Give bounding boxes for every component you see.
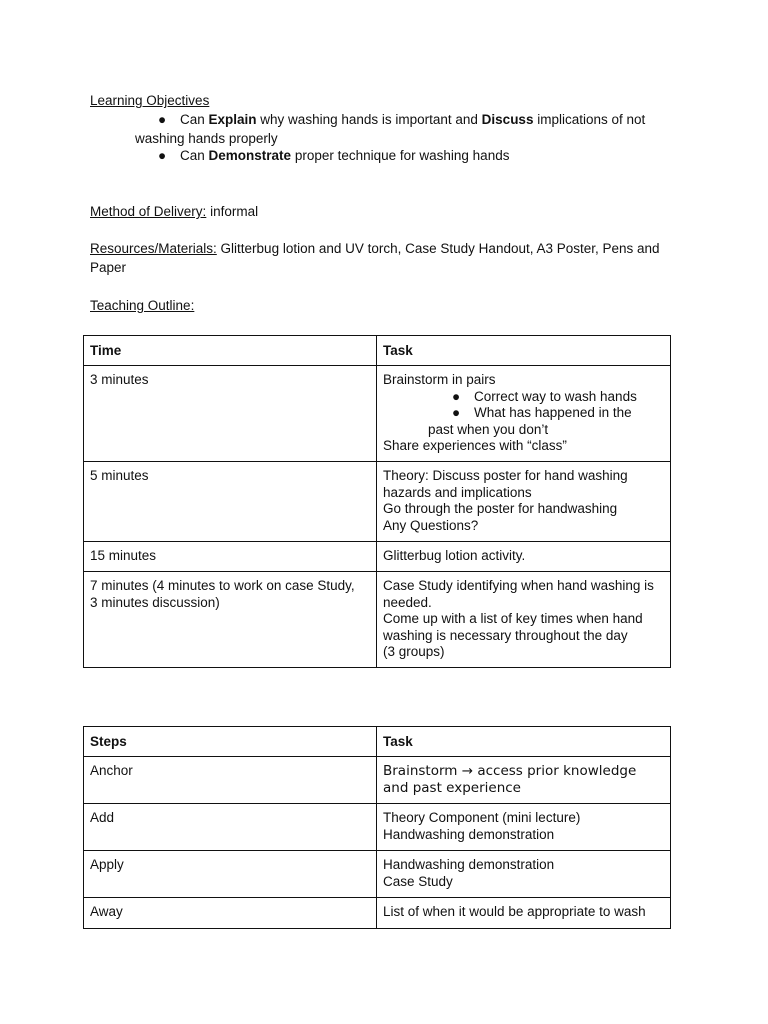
- header-steps: Steps: [84, 727, 377, 757]
- sub-bullet: [383, 405, 664, 422]
- task-line: Brainstorm in pairs: [383, 372, 496, 387]
- task-cell: [377, 572, 671, 668]
- resources-materials: [90, 240, 660, 258]
- objective-keyword: Explain: [208, 112, 257, 127]
- table-header-row: [84, 336, 671, 366]
- method-value: informal: [206, 204, 259, 219]
- task-line: needed.: [383, 594, 432, 610]
- method-label: Method of Delivery:: [90, 204, 207, 219]
- step-cell: Away: [84, 898, 377, 929]
- task-cell: List of when it would be appropriate to wash: [377, 898, 671, 929]
- task-cell: [377, 851, 671, 898]
- task-line: Handwashing demonstration: [383, 826, 555, 842]
- task-cell: [377, 757, 671, 804]
- resources-value-continued: Paper: [90, 260, 127, 275]
- sub-bullet-text: Correct way to wash hands: [474, 388, 637, 404]
- time-cell: [84, 572, 377, 668]
- task-line: and past experience: [383, 779, 521, 796]
- task-line: Brainstorm → access prior knowledge: [383, 763, 637, 779]
- objective-item-1-continued: washing hands properly: [135, 131, 278, 146]
- time-line: 3 minutes discussion): [90, 594, 220, 610]
- task-line: Share experiences with “class”: [383, 438, 567, 453]
- bullet-icon: ●: [158, 148, 167, 163]
- objective-text: implications of not: [533, 112, 646, 127]
- steps-table: [83, 726, 671, 929]
- task-cell: Glitterbug lotion activity.: [377, 542, 671, 572]
- step-cell: Apply: [84, 851, 377, 898]
- sub-bullet-text: What has happened in the: [474, 405, 632, 420]
- task-line: hazards and implications: [383, 484, 532, 500]
- table-row: [84, 572, 671, 668]
- task-line: Theory: Discuss poster for hand washing: [383, 468, 628, 483]
- task-line: Case Study identifying when hand washing is: [383, 578, 654, 593]
- task-line: Come up with a list of key times when hand: [383, 611, 643, 626]
- resources-label: Resources/Materials:: [90, 241, 217, 256]
- task-line: washing is necessary throughout the day: [383, 627, 628, 643]
- header-task: Task: [377, 727, 671, 757]
- bullet-icon: ●: [452, 388, 461, 404]
- step-cell: Add: [84, 804, 377, 851]
- time-line: 7 minutes (4 minutes to work on case Study,: [90, 578, 355, 593]
- teaching-outline-table: [83, 335, 671, 668]
- objective-text: why washing hands is important and: [256, 112, 482, 127]
- objective-text: proper technique for washing hands: [291, 148, 510, 163]
- method-of-delivery: [90, 203, 258, 221]
- time-cell: 3 minutes: [84, 366, 377, 462]
- task-line: Case Study: [383, 873, 453, 889]
- task-cell: [377, 462, 671, 542]
- resources-value: Glitterbug lotion and UV torch, Case Study Handout, A3 Poster, Pens and: [216, 241, 660, 256]
- objective-text: Can: [180, 148, 209, 163]
- learning-objectives-heading: Learning Objectives: [90, 93, 210, 108]
- table-row: [84, 757, 671, 804]
- header-task: Task: [377, 336, 671, 366]
- task-line: (3 groups): [383, 644, 445, 659]
- time-cell: 5 minutes: [84, 462, 377, 542]
- task-line: Any Questions?: [383, 517, 479, 533]
- task-line: Handwashing demonstration: [383, 857, 555, 872]
- task-line: Theory Component (mini lecture): [383, 810, 581, 825]
- table-row: [84, 898, 671, 929]
- task-cell: [377, 366, 671, 462]
- objective-keyword: Demonstrate: [208, 148, 292, 163]
- bullet-icon: ●: [158, 112, 167, 127]
- table-row: [84, 366, 671, 462]
- time-cell: 15 minutes: [84, 542, 377, 572]
- objective-keyword: Discuss: [481, 112, 534, 127]
- header-time: Time: [84, 336, 377, 366]
- task-cell: [377, 804, 671, 851]
- sub-bullet-continued: past when you don’t: [428, 421, 549, 437]
- table-header-row: [84, 727, 671, 757]
- table-row: [84, 462, 671, 542]
- table-row: [84, 542, 671, 572]
- step-cell: Anchor: [84, 757, 377, 804]
- bullet-icon: ●: [452, 405, 461, 420]
- table-row: [84, 804, 671, 851]
- teaching-outline-label: Teaching Outline:: [90, 298, 195, 313]
- table-row: [84, 851, 671, 898]
- sub-bullet: [383, 389, 664, 406]
- task-line: Go through the poster for handwashing: [383, 501, 618, 516]
- objective-text: Can: [180, 112, 209, 127]
